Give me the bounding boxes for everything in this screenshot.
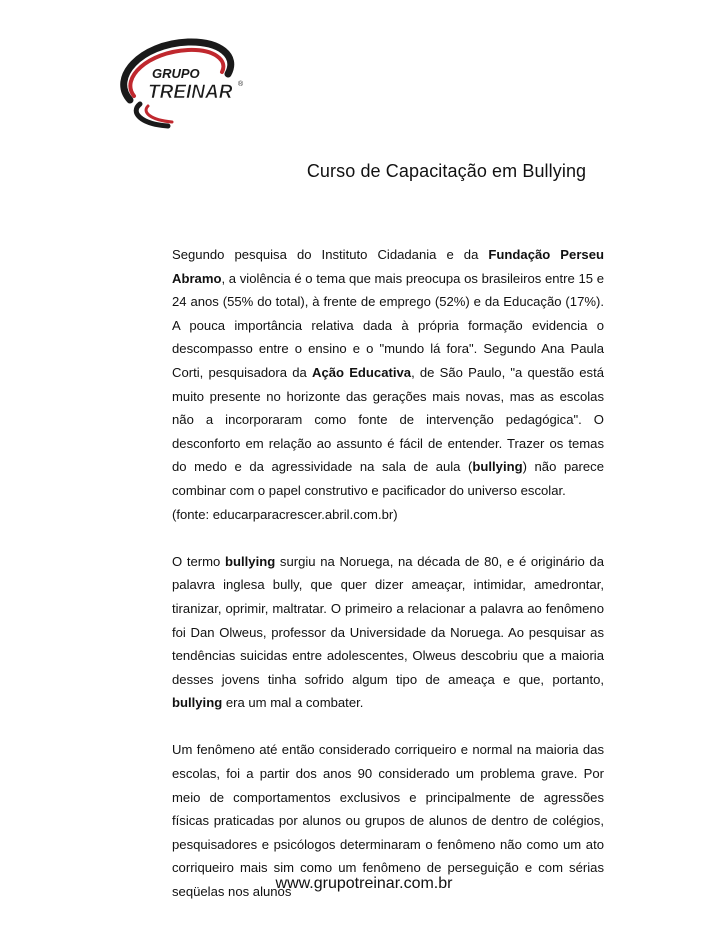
document-title: Curso de Capacitação em Bullying [306,161,587,181]
paragraph-term-origin [172,550,604,715]
text-run: , de São Paulo, "a questão está muito presente no horizonte das gerações mais novas, mas as escolas não a incorporaram como fonte de intervenção pedagógica". O desconforto em relação ao assunto é fácil de entender. Trazer os temas do medo e da agressividade na sala de aula ( [172,364,605,475]
text-run: , a violência é o tema que mais preocupa os brasileiros entre 15 e 24 anos (55% do total), à frente de emprego (52%) e da Educação (17%). A pouca importância relativa dada à própria formação evidencia o descompasso entre o ensino e o "mundo lá fora". Segundo Ana Paula Corti, pesquisadora da [172,270,604,380]
document-body [172,243,604,904]
footer-website [0,875,728,893]
footer-url: www.grupotreinar.com.br [275,875,453,892]
text-run: ) não parece combinar com o papel construtivo e pacificador do universo escolar. [172,459,604,498]
logo-registered-mark: ® [238,81,244,88]
source-citation: (fonte: educarparacrescer.abril.com.br) [172,506,398,522]
bold-term-acao-educativa: Ação Educativa [312,364,412,380]
bold-term-bullying: bullying [225,553,276,569]
logo-grupo-text: GRUPO [152,66,200,81]
logo-treinar-text: TREINAR [148,82,233,103]
bold-term-fundacao: Fundação Perseu Abramo [172,247,604,286]
paragraph-survey [172,243,604,526]
grupo-treinar-logo [110,38,250,130]
bold-term-bullying: bullying [472,459,523,475]
bold-term-bullying: bullying [172,695,223,711]
paragraph-phenomenon: Um fenômeno até então considerado corriqueiro e normal na maioria das escolas, foi a partir dos anos 90 considerado um problema grave. Por meio de comportamentos exclusivos e principalmente de agressões físicas praticadas por alunos ou grupos de alunos de dentro de colégios, pesquisadores e psicólogos determinaram o fenômeno não como um ato corriqueiro mais sim como um fenômeno de perseguição e com sérias seqüelas nos alunos [172,742,604,900]
text-run: era um mal a combater. [222,695,364,711]
text-run: surgiu na Noruega, na década de 80, e é originário da palavra inglesa bully, que quer dizer ameaçar, intimidar, amedrontar, tiranizar, oprimir, maltratar. O primeiro a relacionar a palavra ao fenômeno foi Dan Olweus, professor da Universidade da Noruega. Ao pesquisar as tendências suicidas entre adolescentes, Olweus descobriu que a maioria desses jovens tinha sofrido algum tipo de ameaça e que, portanto, [172,553,604,687]
text-run: O termo [172,553,226,569]
text-run: Segundo pesquisa do Instituto Cidadania e da [172,247,489,262]
